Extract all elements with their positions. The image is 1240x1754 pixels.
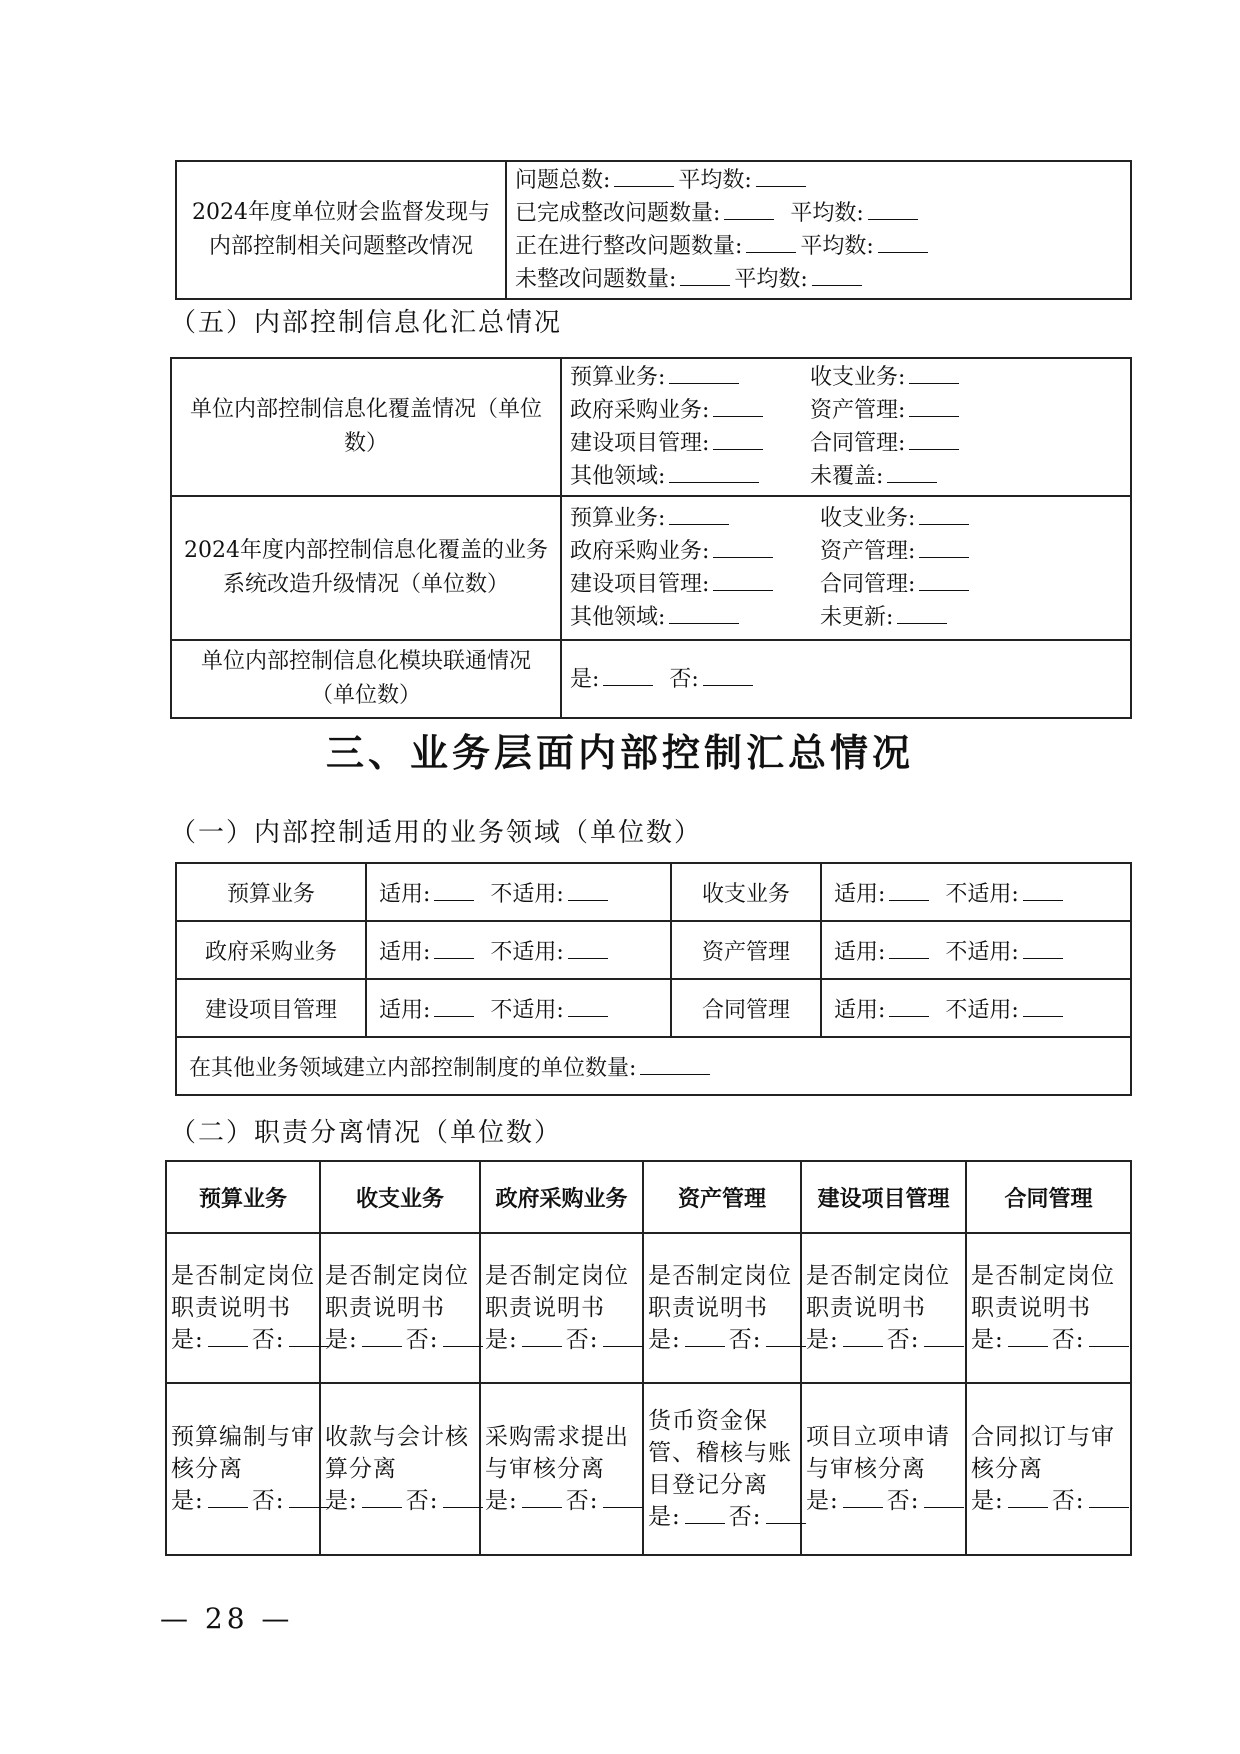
yes-blank[interactable] (1008, 1485, 1048, 1508)
cell-question: 货币资金保管、稽核与账目登记分离 (648, 1408, 792, 1498)
no-blank[interactable] (443, 1324, 483, 1347)
avg-label: 平均数: (790, 201, 864, 226)
yes-blank[interactable] (522, 1324, 562, 1347)
no-label: 否: (669, 666, 699, 692)
applicable-blank[interactable] (434, 878, 474, 901)
field-label: 收支业务: (810, 365, 906, 390)
field-blank[interactable] (713, 427, 763, 450)
field-label: 建设项目管理: (570, 431, 710, 456)
no-blank[interactable] (703, 663, 753, 686)
applicable-label: 适用: (834, 997, 886, 1023)
no-label: 否: (565, 1327, 599, 1353)
field-label: 未更新: (820, 605, 894, 630)
domain-label: 收支业务 (671, 863, 821, 921)
yes-label: 是: (806, 1488, 839, 1514)
field-label: 资产管理: (810, 398, 906, 423)
applicable-blank[interactable] (889, 878, 929, 901)
not-applicable-label: 不适用: (945, 997, 1019, 1023)
domain-values (821, 921, 1131, 979)
no-label: 否: (251, 1327, 285, 1353)
yes-label: 是: (325, 1327, 358, 1353)
no-blank[interactable] (603, 1485, 643, 1508)
connectivity-fields (561, 640, 1131, 718)
field-blank[interactable] (669, 601, 739, 624)
informatization-table (170, 357, 1132, 719)
avg-blank[interactable] (756, 164, 806, 187)
field-blank[interactable] (669, 460, 759, 483)
avg-blank[interactable] (878, 230, 928, 253)
segregation-cell (966, 1383, 1131, 1555)
section-one-title: （一）内部控制适用的业务领域（单位数） (170, 818, 703, 848)
avg-label: 平均数: (678, 168, 752, 193)
not-applicable-label: 不适用: (490, 939, 564, 965)
yes-label: 是: (570, 666, 600, 692)
cell-question: 是否制定岗位职责说明书 (806, 1263, 950, 1321)
no-label: 否: (1051, 1488, 1085, 1514)
yes-label: 是: (485, 1488, 518, 1514)
field-label: 合同管理: (820, 572, 916, 597)
field-blank[interactable] (909, 394, 959, 417)
yes-blank[interactable] (1008, 1324, 1048, 1347)
yes-label: 是: (325, 1488, 358, 1514)
field-blank[interactable] (909, 361, 959, 384)
coverage-label: 单位内部控制信息化覆盖情况（单位数） (171, 358, 561, 496)
field-label: 建设项目管理: (570, 572, 710, 597)
yes-blank[interactable] (362, 1324, 402, 1347)
no-blank[interactable] (766, 1501, 806, 1524)
no-blank[interactable] (443, 1485, 483, 1508)
field-label: 其他领域: (570, 464, 666, 489)
field-blank[interactable] (669, 502, 729, 525)
yes-blank[interactable] (522, 1485, 562, 1508)
yes-label: 是: (171, 1327, 204, 1353)
coverage-fields (561, 358, 1131, 496)
not-applicable-blank[interactable] (1023, 994, 1063, 1017)
not-applicable-blank[interactable] (568, 936, 608, 959)
domain-values (366, 921, 671, 979)
total-issues-label: 问题总数: (515, 168, 611, 193)
cell-question: 收款与会计核算分离 (325, 1424, 469, 1482)
field-blank[interactable] (713, 394, 763, 417)
no-label: 否: (886, 1488, 920, 1514)
applicable-label: 适用: (379, 881, 431, 907)
cell-question: 预算编制与审核分离 (171, 1424, 315, 1482)
upgrade-label: 2024年度内部控制信息化覆盖的业务系统改造升级情况（单位数） (171, 496, 561, 640)
no-label: 否: (251, 1488, 285, 1514)
header-construction: 建设项目管理 (801, 1161, 966, 1233)
domain-label: 资产管理 (671, 921, 821, 979)
avg-label: 平均数: (734, 267, 808, 292)
applicable-blank[interactable] (889, 994, 929, 1017)
yes-label: 是: (648, 1504, 681, 1530)
yes-blank[interactable] (843, 1485, 883, 1508)
yes-label: 是: (971, 1327, 1004, 1353)
no-label: 否: (565, 1488, 599, 1514)
job-description-cell (643, 1233, 801, 1383)
applicable-blank[interactable] (434, 994, 474, 1017)
rectification-table (175, 160, 1132, 300)
total-issues-blank[interactable] (614, 164, 674, 187)
field-blank[interactable] (919, 535, 969, 558)
field-label: 资产管理: (820, 539, 916, 564)
header-procurement: 政府采购业务 (480, 1161, 643, 1233)
no-label: 否: (405, 1327, 439, 1353)
not-applicable-blank[interactable] (568, 994, 608, 1017)
field-label: 未覆盖: (810, 464, 884, 489)
header-budget: 预算业务 (166, 1161, 320, 1233)
in-progress-blank[interactable] (746, 230, 796, 253)
yes-label: 是: (971, 1488, 1004, 1514)
job-description-cell (966, 1233, 1131, 1383)
segregation-cell (643, 1383, 801, 1555)
no-blank[interactable] (1089, 1324, 1129, 1347)
not-applicable-blank[interactable] (568, 878, 608, 901)
no-blank[interactable] (603, 1324, 643, 1347)
field-label: 预算业务: (570, 365, 666, 390)
field-blank[interactable] (713, 568, 773, 591)
segregation-table (165, 1160, 1132, 1556)
avg-label: 平均数: (800, 234, 874, 259)
no-blank[interactable] (1089, 1485, 1129, 1508)
field-label: 政府采购业务: (570, 398, 710, 423)
section-three-heading: 三、业务层面内部控制汇总情况 (325, 731, 914, 775)
completed-label: 已完成整改问题数量: (515, 201, 721, 226)
field-label: 收支业务: (820, 506, 916, 531)
business-domain-table (175, 862, 1132, 1096)
no-blank[interactable] (924, 1485, 964, 1508)
other-domains-blank[interactable] (640, 1052, 710, 1075)
yes-blank[interactable] (603, 663, 653, 686)
applicable-label: 适用: (834, 881, 886, 907)
segregation-cell (166, 1383, 320, 1555)
field-label: 其他领域: (570, 605, 666, 630)
cell-question: 是否制定岗位职责说明书 (971, 1263, 1115, 1321)
avg-blank[interactable] (868, 197, 918, 220)
field-blank[interactable] (713, 535, 773, 558)
field-label: 预算业务: (570, 506, 666, 531)
rectification-label: 2024年度单位财会监督发现与内部控制相关问题整改情况 (176, 161, 506, 299)
not-applicable-label: 不适用: (490, 881, 564, 907)
job-description-cell (320, 1233, 480, 1383)
other-domains-row (176, 1037, 1131, 1095)
not-applicable-label: 不适用: (490, 997, 564, 1023)
field-blank[interactable] (909, 427, 959, 450)
not-applicable-label: 不适用: (945, 881, 1019, 907)
not-applicable-blank[interactable] (1023, 936, 1063, 959)
segregation-cell (801, 1383, 966, 1555)
yes-blank[interactable] (843, 1324, 883, 1347)
field-blank[interactable] (669, 361, 739, 384)
domain-values (366, 979, 671, 1037)
yes-label: 是: (648, 1327, 681, 1353)
segregation-cell (320, 1383, 480, 1555)
domain-label: 预算业务 (176, 863, 366, 921)
yes-blank[interactable] (208, 1485, 248, 1508)
in-progress-label: 正在进行整改问题数量: (515, 234, 743, 259)
cell-question: 项目立项申请与审核分离 (806, 1424, 950, 1482)
no-blank[interactable] (766, 1324, 806, 1347)
no-label: 否: (405, 1488, 439, 1514)
cell-question: 是否制定岗位职责说明书 (485, 1263, 629, 1321)
domain-values (821, 979, 1131, 1037)
no-label: 否: (728, 1504, 762, 1530)
field-label: 政府采购业务: (570, 539, 710, 564)
avg-blank[interactable] (812, 263, 862, 286)
not-rectified-blank[interactable] (680, 263, 730, 286)
field-blank[interactable] (919, 568, 969, 591)
applicable-label: 适用: (834, 939, 886, 965)
other-domains-label: 在其他业务领域建立内部控制制度的单位数量: (189, 1055, 637, 1081)
field-blank[interactable] (919, 502, 969, 525)
cell-question: 是否制定岗位职责说明书 (171, 1263, 315, 1321)
section-five-title: （五）内部控制信息化汇总情况 (170, 308, 563, 338)
applicable-blank[interactable] (889, 936, 929, 959)
cell-question: 是否制定岗位职责说明书 (648, 1263, 792, 1321)
job-description-cell (801, 1233, 966, 1383)
yes-label: 是: (485, 1327, 518, 1353)
no-blank[interactable] (289, 1324, 329, 1347)
upgrade-fields (561, 496, 1131, 640)
domain-values (366, 863, 671, 921)
cell-question: 是否制定岗位职责说明书 (325, 1263, 469, 1321)
no-label: 否: (886, 1327, 920, 1353)
segregation-cell (480, 1383, 643, 1555)
no-blank[interactable] (924, 1324, 964, 1347)
domain-label: 合同管理 (671, 979, 821, 1037)
cell-question: 采购需求提出与审核分离 (485, 1424, 629, 1482)
no-blank[interactable] (289, 1485, 329, 1508)
header-revenue: 收支业务 (320, 1161, 480, 1233)
applicable-blank[interactable] (434, 936, 474, 959)
completed-blank[interactable] (724, 197, 774, 220)
yes-blank[interactable] (685, 1324, 725, 1347)
applicable-label: 适用: (379, 939, 431, 965)
page-number: — 28 — (160, 1602, 294, 1635)
field-blank[interactable] (887, 460, 937, 483)
header-contract: 合同管理 (966, 1161, 1131, 1233)
header-asset: 资产管理 (643, 1161, 801, 1233)
yes-label: 是: (171, 1488, 204, 1514)
rectification-fields (506, 161, 1131, 299)
field-blank[interactable] (897, 601, 947, 624)
no-label: 否: (1051, 1327, 1085, 1353)
field-label: 合同管理: (810, 431, 906, 456)
yes-blank[interactable] (685, 1501, 725, 1524)
not-rectified-label: 未整改问题数量: (515, 267, 677, 292)
yes-blank[interactable] (208, 1324, 248, 1347)
cell-question: 合同拟订与审核分离 (971, 1424, 1115, 1482)
domain-label: 建设项目管理 (176, 979, 366, 1037)
yes-blank[interactable] (362, 1485, 402, 1508)
not-applicable-label: 不适用: (945, 939, 1019, 965)
domain-values (821, 863, 1131, 921)
job-description-cell (480, 1233, 643, 1383)
no-label: 否: (728, 1327, 762, 1353)
applicable-label: 适用: (379, 997, 431, 1023)
connectivity-label: 单位内部控制信息化模块联通情况（单位数） (171, 640, 561, 718)
domain-label: 政府采购业务 (176, 921, 366, 979)
yes-label: 是: (806, 1327, 839, 1353)
section-two-title: （二）职责分离情况（单位数） (170, 1118, 563, 1148)
not-applicable-blank[interactable] (1023, 878, 1063, 901)
job-description-cell (166, 1233, 320, 1383)
